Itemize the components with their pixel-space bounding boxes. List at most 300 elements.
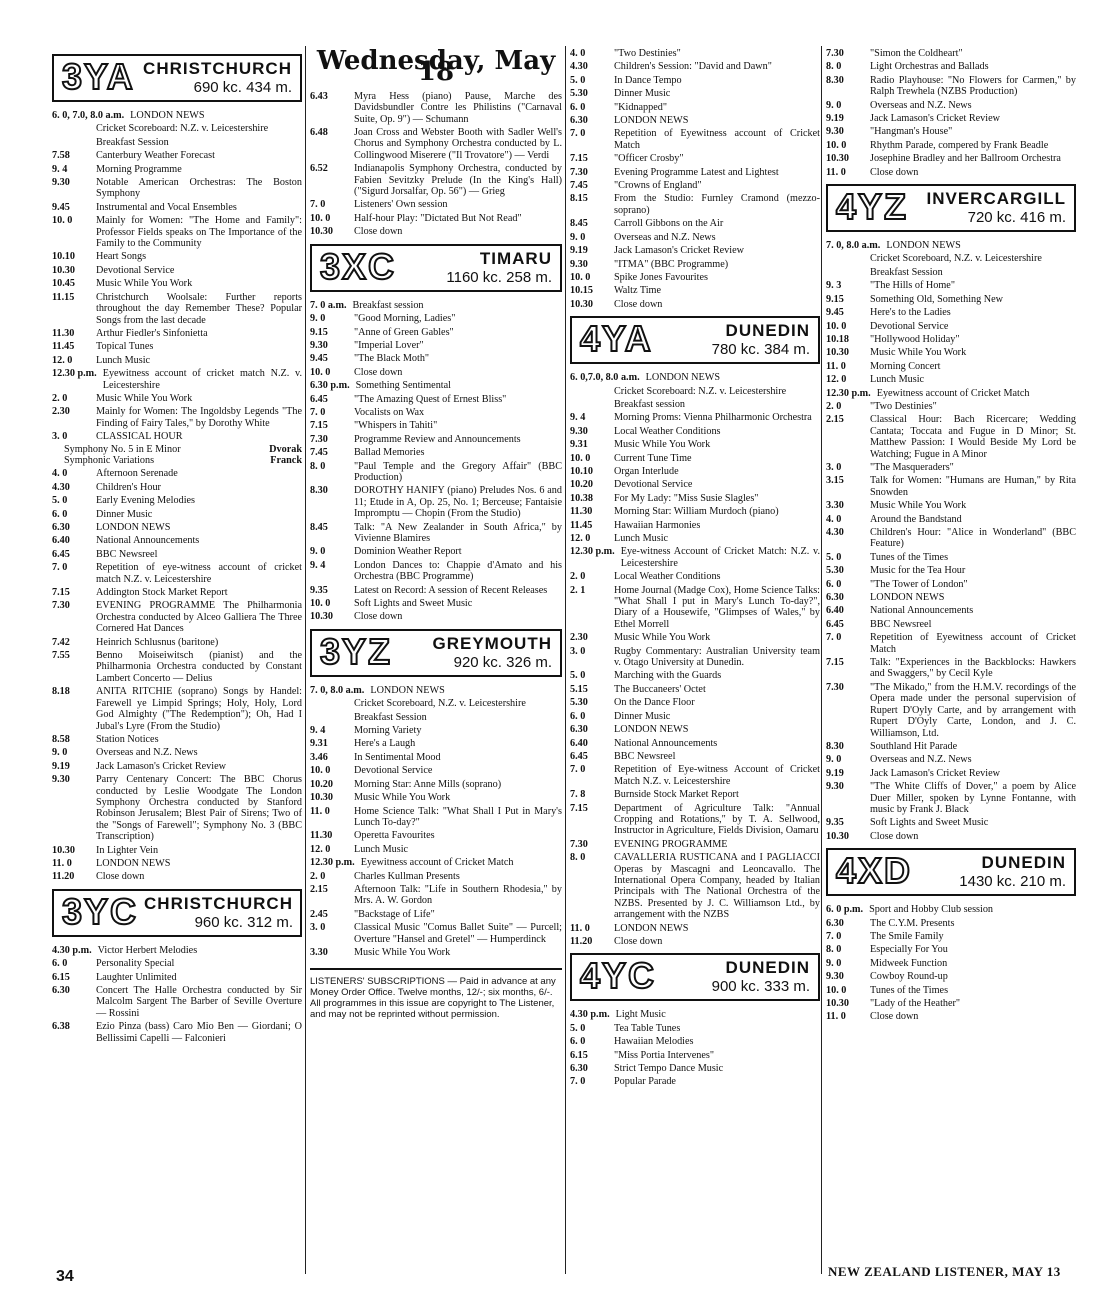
- programme-time: 9.15: [826, 293, 844, 305]
- programme-entry: [570, 738, 820, 749]
- programme-entry: [310, 844, 562, 855]
- programme-title: LONDON NEWS: [614, 922, 689, 934]
- programme-time: 7.15: [52, 587, 70, 599]
- programme-entry: [570, 533, 820, 544]
- programme-entry: [826, 657, 1076, 680]
- programme-entry: [310, 226, 562, 237]
- programme-entry: [826, 768, 1076, 779]
- programme-title: "Anne of Green Gables": [354, 326, 454, 338]
- programme-entry: [570, 1076, 820, 1087]
- programme-time: 6.30: [570, 1063, 588, 1075]
- programme-time: 11. 0: [310, 805, 330, 817]
- programme-entry: [570, 493, 820, 504]
- programme-time: 6.45: [310, 393, 328, 405]
- programme-time: [310, 698, 354, 709]
- programme-title: Lunch Music: [614, 533, 669, 544]
- programme-title: "The Mikado," from the H.M.V. recordings of the Opera made under the personal supervision of Rupert D'Oyly Carte, and by arrangement with Rupert D'Oyly Carte, London, and J. C. Williamson, Ltd.: [870, 681, 1076, 739]
- programme-title: Afternoon Talk: "Life in Southern Rhodesia," by Mrs. A. W. Gordon: [354, 883, 562, 907]
- programme-entry: [310, 922, 562, 945]
- station-city: DUNEDIN: [725, 321, 810, 341]
- programme-time: 12. 0: [52, 354, 73, 366]
- programme-title: Overseas and N.Z. News: [614, 231, 716, 243]
- programme-title: Breakfast session: [614, 398, 686, 410]
- programme-time: 3. 0: [52, 431, 68, 443]
- programme-title: Especially For You: [870, 944, 948, 956]
- programme-entry: [826, 944, 1076, 955]
- programme-time: 6. 0 p.m.: [826, 904, 864, 916]
- programme-title: Home Science Talk: "What Shall I Put in Mary's Lunch To-day?": [354, 805, 562, 828]
- programme-time: 6. 0: [52, 508, 68, 520]
- programme-title: Talk: "A New Zealander in South Africa," by Vivienne Blamires: [354, 521, 562, 544]
- programme-entry: [52, 393, 302, 404]
- programme-entry: [52, 637, 302, 648]
- programme-entry: [52, 495, 302, 506]
- programme-title: Mainly for Women: The Ingoldsby Legends "The Finding of Fairy Tales," by Dorothy White: [96, 406, 302, 429]
- programme-title: Canterbury Weather Forecast: [96, 150, 215, 162]
- programme-time: 2.30: [52, 406, 70, 418]
- programme-entry: [310, 685, 562, 696]
- programme-entry: [570, 466, 820, 477]
- programme-title: Music While You Work: [870, 347, 967, 359]
- station-header-3xc: [310, 244, 562, 292]
- programme-title: LONDON NEWS: [614, 115, 689, 127]
- programme-title: Breakfast Session: [96, 136, 169, 148]
- programme-entry: [52, 871, 302, 882]
- programme-title: Overseas and N.Z. News: [870, 99, 972, 111]
- programme-entry: [826, 153, 1076, 164]
- programme-title: Instrumental and Vocal Ensembles: [96, 201, 237, 213]
- programme-entry: [52, 110, 302, 121]
- programme-entry: [826, 462, 1076, 473]
- column-rule: [565, 46, 566, 1274]
- programme-title: Dinner Music: [614, 88, 671, 100]
- schedule-3yc-continued: [310, 91, 562, 238]
- programme-title: Eyewitness account of Cricket Match: [876, 387, 1030, 399]
- programme-title: "Officer Crosby": [614, 153, 684, 165]
- programme-title: "Imperial Lover": [354, 339, 424, 351]
- programme-entry: [310, 871, 562, 882]
- programme-title: "Paul Temple and the Gregory Affair" (BBC Production): [354, 460, 562, 483]
- station-logo: 4YC: [580, 955, 657, 997]
- programme-time: 11.20: [52, 871, 75, 883]
- programme-title: Topical Tunes: [96, 341, 154, 353]
- programme-time: 7. 0, 8.0 a.m.: [826, 240, 881, 252]
- programme-time: 7. 0: [570, 764, 586, 776]
- programme-entry: [826, 754, 1076, 765]
- programme-title: Morning Star: William Murdoch (piano): [614, 506, 779, 518]
- programme-entry: [570, 711, 820, 722]
- programme-entry: [310, 434, 562, 445]
- programme-time: 6. 0: [570, 1036, 586, 1048]
- programme-time: 7.15: [570, 153, 588, 165]
- programme-entry: [52, 431, 302, 442]
- programme-entry: [570, 646, 820, 669]
- programme-title: Close down: [870, 166, 919, 178]
- programme-time: 7.30: [570, 838, 588, 850]
- station-city: DUNEDIN: [725, 958, 810, 978]
- programme-title: LONDON NEWS: [130, 110, 205, 121]
- programme-time: 7.58: [52, 150, 70, 162]
- programme-title: Hawaiian Harmonies: [614, 519, 701, 531]
- station-frequency: 780 kc. 384 m.: [711, 341, 810, 359]
- programme-title: Station Notices: [96, 733, 159, 745]
- programme-time: 2. 0: [826, 400, 842, 412]
- programme-time: 9.30: [310, 339, 328, 351]
- station-logo: 3YA: [62, 56, 135, 97]
- programme-title: The Buccaneers' Octet: [614, 683, 706, 695]
- programme-entry: [826, 374, 1076, 385]
- programme-entry: [570, 1036, 820, 1047]
- programme-time: 8.45: [310, 521, 328, 533]
- programme-entry: [826, 126, 1076, 137]
- programme-time: 9. 0: [826, 957, 842, 969]
- programme-time: 7.42: [52, 636, 70, 648]
- programme-entry: [570, 48, 820, 59]
- programme-title: Operetta Favourites: [354, 830, 435, 842]
- programme-time: 7.30: [570, 166, 588, 178]
- station-header-4yz: [826, 184, 1076, 232]
- programme-entry: [570, 426, 820, 437]
- programme-title: Popular Parade: [614, 1076, 676, 1088]
- programme-time: 3. 0: [310, 922, 326, 934]
- programme-entry: [52, 761, 302, 772]
- programme-entry: [52, 845, 302, 856]
- programme-entry: [826, 294, 1076, 305]
- programme-entry: [310, 407, 562, 418]
- programme-title: Half-hour Play: "Dictated But Not Read": [354, 212, 522, 224]
- programme-time: 10. 0: [310, 212, 331, 224]
- programme-title: "The Masqueraders": [870, 461, 954, 473]
- programme-entry: [570, 585, 820, 631]
- programme-time: 9. 0: [826, 99, 842, 111]
- programme-title: Heinrich Schlusnus (baritone): [96, 636, 219, 648]
- column-rule: [821, 46, 822, 1274]
- programme-time: 7. 8: [570, 789, 586, 801]
- programme-time: 12. 0: [826, 374, 847, 386]
- programme-time: 2.30: [570, 632, 588, 644]
- programme-time: 8.15: [570, 193, 588, 205]
- programme-entry: [826, 140, 1076, 151]
- programme-title: Devotional Service: [870, 320, 949, 332]
- programme-title: Music While You Work: [870, 500, 967, 512]
- composer: Dvorak: [269, 443, 302, 455]
- programme-title: Cricket Scoreboard: N.Z. v. Leicestershire: [614, 385, 787, 397]
- programme-entry: [310, 380, 562, 391]
- programme-entry: [826, 240, 1076, 251]
- programme-entry: [310, 725, 562, 736]
- programme-title: LONDON NEWS: [370, 684, 445, 696]
- programme-entry: [310, 909, 562, 920]
- programme-title: Radio Playhouse: "No Flowers for Carmen," by Ralph Trewhela (NZBS Production): [870, 74, 1076, 98]
- programme-title: Sport and Hobby Club session: [869, 904, 994, 916]
- programme-title: "Simon the Coldheart": [870, 48, 963, 59]
- programme-time: 11. 0: [826, 166, 846, 178]
- programme-time: [52, 137, 96, 148]
- programme-title: Rhythm Parade, compered by Frank Beadle: [870, 139, 1049, 151]
- programme-entry: [52, 945, 302, 956]
- programme-title: Classical Music "Comus Ballet Suite" — Purcell; Overture "Hansel and Gretel" — Humperdinck: [354, 922, 562, 945]
- programme-title: Music for the Tea Hour: [870, 565, 966, 577]
- programme-time: 9. 4: [310, 725, 326, 737]
- programme-entry: [52, 549, 302, 560]
- station-city: GREYMOUTH: [432, 633, 552, 653]
- programme-time: 7.30: [826, 681, 844, 693]
- programme-title: Dinner Music: [614, 710, 671, 722]
- programme-time: 6. 0: [570, 101, 586, 113]
- programme-time: 9.15: [310, 326, 328, 338]
- programme-title: Close down: [354, 226, 403, 238]
- programme-title: Ballad Memories: [354, 447, 425, 459]
- programme-time: 9. 0: [570, 231, 586, 243]
- programme-time: 6. 0: [570, 710, 586, 722]
- programme-title: Breakfast Session: [870, 266, 943, 278]
- programme-entry: [310, 611, 562, 622]
- programme-time: 3.15: [826, 475, 844, 487]
- programme-entry: [826, 61, 1076, 72]
- column-1: [52, 48, 302, 1046]
- programme-entry: [826, 267, 1076, 278]
- programme-title: Addington Stock Market Report: [96, 587, 228, 599]
- programme-time: 10.30: [826, 830, 849, 842]
- programme-time: [570, 399, 614, 410]
- programme-time: 5.30: [570, 697, 588, 709]
- programme-entry: [570, 1009, 820, 1020]
- programme-title: Something Old, Something New: [870, 293, 1003, 305]
- programme-entry: [826, 253, 1076, 264]
- programme-time: 10.30: [826, 347, 849, 359]
- programme-title: Joan Cross and Webster Booth with Sadler Well's Chorus and Symphony Orchestra conducted by L. Collingwood Miserere ("Il Trovatore") — Verdi: [354, 127, 562, 161]
- programme-title: Dominion Weather Report: [354, 546, 462, 558]
- programme-entry: [826, 307, 1076, 318]
- programme-time: 10.20: [310, 778, 333, 790]
- programme-title: Devotional Service: [354, 765, 433, 777]
- programme-entry: [826, 475, 1076, 498]
- programme-entry: [310, 420, 562, 431]
- programme-time: 3.30: [310, 946, 328, 958]
- programme-title: "Whispers in Tahiti": [354, 420, 438, 432]
- programme-entry: [570, 88, 820, 99]
- programme-entry: [310, 127, 562, 161]
- programme-title: Heart Songs: [96, 251, 147, 263]
- programme-entry: [310, 806, 562, 829]
- programme-entry: [52, 734, 302, 745]
- programme-entry: [826, 918, 1076, 929]
- programme-entry: [52, 468, 302, 479]
- programme-title: "The Hills of Home": [870, 280, 955, 292]
- programme-entry: [310, 560, 562, 583]
- programme-title: The Smile Family: [870, 930, 944, 942]
- programme-title: Devotional Service: [614, 479, 693, 491]
- programme-time: 10.30: [570, 298, 593, 310]
- programme-time: 4.30: [52, 481, 70, 493]
- programme-time: 7.30: [310, 433, 328, 445]
- programme-entry: [310, 884, 562, 907]
- programme-entry: [310, 394, 562, 405]
- programme-entry: [826, 998, 1076, 1009]
- programme-time: 4. 0: [570, 48, 586, 59]
- programme-time: 9. 3: [826, 280, 842, 292]
- programme-title: BBC Newsreel: [614, 750, 676, 762]
- programme-time: 6.48: [310, 127, 328, 139]
- programme-entry: [826, 817, 1076, 828]
- programme-title: BBC Newsreel: [870, 618, 932, 630]
- programme-entry: [570, 232, 820, 243]
- programme-time: 6.45: [570, 750, 588, 762]
- programme-time: 7. 0: [570, 128, 586, 140]
- programme-time: [52, 123, 96, 134]
- programme-title: Programme Review and Announcements: [354, 433, 521, 445]
- programme-time: 6. 0,7.0, 8.0 a.m.: [570, 372, 640, 384]
- programme-entry: [52, 587, 302, 598]
- programme-entry: [826, 619, 1076, 630]
- programme-title: From the Studio: Furnley Cramond (mezzo-soprano): [614, 193, 820, 216]
- programme-title: Morning Variety: [354, 725, 422, 737]
- programme-entry: [52, 650, 302, 684]
- programme-time: 5. 0: [570, 1022, 586, 1034]
- programme-time: 8. 0: [310, 460, 326, 472]
- programme-title: Devotional Service: [96, 264, 175, 276]
- programme-title: "Miss Portia Intervenes": [614, 1049, 714, 1061]
- programme-entry: [52, 985, 302, 1019]
- programme-title: LONDON NEWS: [645, 372, 721, 384]
- programme-time: 10. 0: [826, 320, 847, 332]
- programme-entry: [52, 958, 302, 969]
- programme-time: 4. 0: [826, 513, 842, 525]
- programme-time: 9.19: [826, 113, 844, 125]
- programme-time: 2. 0: [570, 571, 586, 583]
- programme-title: Tea Table Tunes: [614, 1022, 681, 1034]
- programme-entry: [52, 355, 302, 366]
- programme-title: "Crowns of England": [614, 180, 702, 192]
- programme-time: 10. 0: [310, 598, 331, 610]
- programme-time: 6. 0: [52, 958, 68, 970]
- programme-time: 6.52: [310, 163, 328, 175]
- programme-entry: [570, 684, 820, 695]
- programme-entry: [570, 75, 820, 86]
- programme-title: CAVALLERIA RUSTICANA and I PAGLIACCI Operas by Mascagni and Leoncavallo. The International Opera Company, headed by Italian Principals with The National Orchestra of the NZBS. Presented by J. C. Williamson Ltd., by arrangement with the NZBS: [614, 852, 820, 921]
- programme-entry: [570, 272, 820, 283]
- programme-time: 7. 0: [310, 406, 326, 418]
- programme-title: Soft Lights and Sweet Music: [870, 817, 989, 829]
- programme-time: 9.35: [310, 584, 328, 596]
- programme-time: 8.30: [310, 485, 328, 497]
- schedule-3yc: [52, 945, 302, 1044]
- programme-title: Close down: [96, 871, 145, 883]
- programme-title: ANITA RITCHIE (soprano) Songs by Handel: Farewell ye Limpid Springs; Holy, Holy, Lord God Almighty ("The Redemption"); Oh, Had I Jubal's Lyre (From the Studio): [96, 686, 302, 732]
- programme-time: 4.30 p.m.: [52, 944, 92, 956]
- programme-title: Close down: [870, 830, 919, 842]
- programme-entry: [826, 500, 1076, 511]
- programme-time: 10. 0: [826, 984, 847, 996]
- programme-entry: [310, 327, 562, 338]
- programme-entry: [52, 562, 302, 585]
- programme-time: 11.45: [52, 341, 75, 353]
- programme-title: Victor Herbert Melodies: [97, 944, 198, 956]
- programme-title: Cricket Scoreboard, N.Z. v. Leicestershire: [870, 253, 1042, 265]
- station-frequency: 690 kc. 434 m.: [193, 79, 292, 96]
- station-logo: 4XD: [836, 850, 913, 892]
- station-city: INVERCARGILL: [926, 189, 1066, 209]
- programme-time: 7.45: [570, 180, 588, 192]
- programme-entry: [52, 150, 302, 161]
- schedule-3ya-evening: [52, 468, 302, 882]
- programme-entry: [52, 368, 302, 391]
- programme-entry: [310, 712, 562, 723]
- station-header-3yz: [310, 629, 562, 677]
- programme-time: 9. 0: [826, 754, 842, 766]
- station-header-3yc: [52, 889, 302, 937]
- work-title: Symphony No. 5 in E Minor: [64, 443, 181, 455]
- programme-entry: [570, 285, 820, 296]
- programme-entry: [826, 958, 1076, 969]
- programme-time: 3. 0: [826, 461, 842, 473]
- programme-entry: [570, 1063, 820, 1074]
- programme-entry: [310, 485, 562, 519]
- programme-time: 6.45: [52, 548, 70, 560]
- programme-time: 8.30: [826, 74, 844, 86]
- programme-title: Strict Tempo Dance Music: [614, 1063, 724, 1075]
- programme-entry: [52, 137, 302, 148]
- station-logo: 3YZ: [320, 630, 393, 672]
- programme-entry: [826, 100, 1076, 111]
- schedule-4yc: [570, 1009, 820, 1087]
- programme-time: 6.15: [52, 971, 70, 983]
- programme-time: 10. 0: [570, 271, 591, 283]
- schedule-3ya: [52, 110, 302, 443]
- programme-time: 7.45: [310, 447, 328, 459]
- programme-title: Lunch Music: [354, 843, 409, 855]
- programme-title: LONDON NEWS: [96, 522, 171, 533]
- programme-title: Waltz Time: [614, 285, 662, 297]
- programme-title: Local Weather Conditions: [614, 425, 721, 437]
- programme-title: Myra Hess (piano) Pause, Marche des Davidsbundler Contre les Philistins ("Carnaval Suite, Op. 9") — Schumann: [354, 90, 562, 125]
- programme-entry: [826, 321, 1076, 332]
- programme-title: Morning Concert: [870, 360, 941, 372]
- programme-title: Music While You Work: [614, 632, 711, 644]
- programme-title: Repetition of Eye-witness Account of Cricket Match N.Z. v. Leicestershire: [614, 764, 820, 787]
- programme-time: 4.30: [826, 527, 844, 538]
- programme-time: 5. 0: [826, 551, 842, 563]
- programme-title: "The Black Moth": [354, 353, 430, 365]
- programme-time: 2. 0: [52, 392, 68, 404]
- programme-entry: [310, 765, 562, 776]
- programme-time: 10.15: [570, 285, 593, 297]
- programme-title: "Backstage of Life": [354, 908, 435, 920]
- programme-title: Laughter Unlimited: [96, 971, 177, 983]
- programme-entry: [52, 600, 302, 634]
- programme-entry: [52, 747, 302, 758]
- programme-time: 10. 0: [52, 215, 73, 227]
- programme-time: [310, 712, 354, 723]
- programme-entry: [570, 153, 820, 164]
- programme-time: 10.10: [570, 465, 593, 477]
- programme-time: 8.30: [826, 740, 844, 752]
- programme-entry: [570, 386, 820, 397]
- programme-title: Something Sentimental: [355, 380, 451, 392]
- programme-entry: [570, 128, 820, 151]
- programme-title: Breakfast session: [352, 299, 424, 311]
- programme-time: 6.30: [570, 724, 588, 736]
- programme-time: 9.19: [52, 760, 70, 772]
- station-header-4ya: [570, 316, 820, 364]
- programme-time: 5. 0: [52, 495, 68, 507]
- programme-time: 10.38: [570, 492, 593, 504]
- programme-time: 9. 4: [52, 163, 68, 175]
- programme-entry: [52, 509, 302, 520]
- programme-title: Department of Agriculture Talk: "Annual Cropping and Rotations," by T. A. Sellwood, Instructor in Agriculture, Fields Division, Oamaru: [614, 802, 820, 837]
- programme-title: Lunch Music: [870, 374, 925, 386]
- programme-time: 7.15: [310, 420, 328, 432]
